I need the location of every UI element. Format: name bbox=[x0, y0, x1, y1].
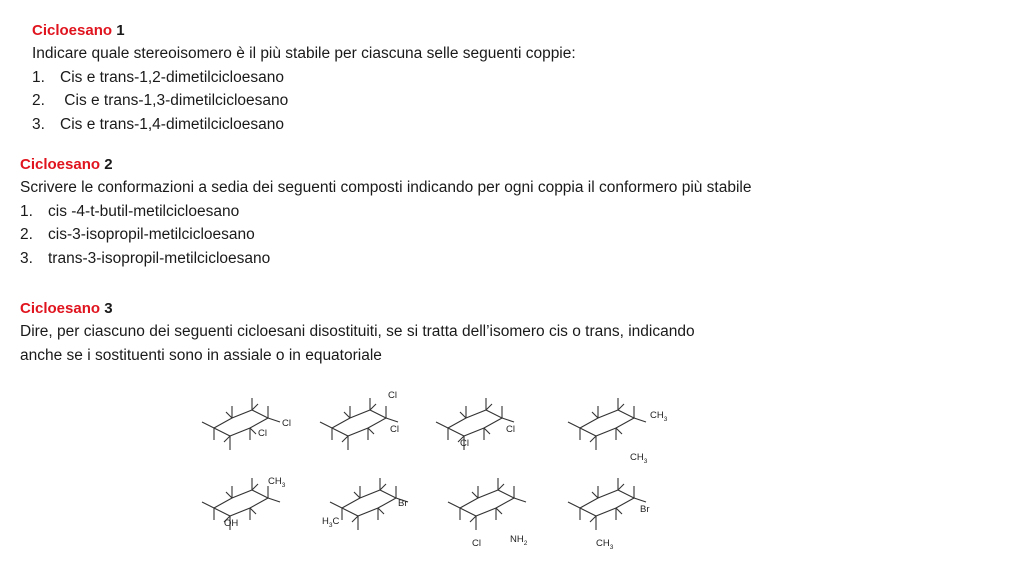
molecule-6 bbox=[322, 478, 408, 530]
substituent-label: $NH_2$ bbox=[510, 534, 528, 547]
exercise-2-title: Cicloesano 2 bbox=[20, 156, 113, 173]
list-item: 3. Cis e trans-1,4-dimetilcicloesano bbox=[32, 115, 284, 133]
molecule-2 bbox=[320, 390, 399, 450]
substituent-label: Cl bbox=[258, 428, 267, 439]
substituent-label: $CH_3$ bbox=[268, 476, 286, 489]
substituent-label: OH bbox=[224, 518, 239, 529]
exercise-3 bbox=[20, 298, 695, 367]
substituent-label: $CH_3$ bbox=[630, 452, 648, 465]
exercise-2 bbox=[20, 154, 752, 270]
substituent-label: Cl bbox=[460, 438, 469, 449]
molecule-3 bbox=[436, 398, 515, 450]
list-item: 2. cis-3-isopropil-metilcicloesano bbox=[20, 226, 255, 243]
cyclohexane-structures bbox=[196, 384, 696, 554]
exercise-1 bbox=[32, 20, 576, 136]
substituent-label: $CH_3$ bbox=[596, 538, 614, 551]
exercise-3-intro-line2: anche se i sostituenti sono in assiale o in equatoriale bbox=[20, 346, 382, 364]
substituent-label: $H_3C$ bbox=[322, 516, 340, 529]
list-item: 1. Cis e trans-1,2-dimetilcicloesano bbox=[32, 68, 284, 86]
list-item: 2. Cis e trans-1,3-dimetilcicloesano bbox=[32, 92, 289, 109]
exercise-1-title: Cicloesano 1 bbox=[32, 22, 125, 39]
substituent-label: Cl bbox=[472, 538, 481, 549]
molecule-5 bbox=[202, 476, 286, 530]
exercise-3-intro-line1: Dire, per ciascuno dei seguenti cicloesani disostituiti, se si tratta dell’isomero cis o trans, indicando bbox=[20, 323, 695, 340]
exercise-2-intro: Scrivere le conformazioni a sedia dei seguenti composti indicando per ogni coppia il conformero più stabile bbox=[20, 179, 752, 196]
list-item: 1. cis -4-t-butil-metilcicloesano bbox=[20, 202, 240, 220]
substituent-label: Br bbox=[398, 498, 408, 509]
molecule-1 bbox=[202, 398, 291, 450]
exercise-1-intro: Indicare quale stereoisomero è il più stabile per ciascuna selle seguenti coppie: bbox=[32, 45, 576, 62]
substituent-label: Cl bbox=[388, 390, 397, 401]
exercise-3-title: Cicloesano 3 bbox=[20, 300, 113, 317]
substituent-label: Cl bbox=[506, 424, 515, 435]
list-item: 3. trans-3-isopropil-metilcicloesano bbox=[20, 249, 271, 267]
molecule-4 bbox=[568, 398, 668, 465]
substituent-label: Br bbox=[640, 504, 650, 515]
substituent-label: Cl bbox=[282, 418, 291, 429]
molecule-7 bbox=[448, 478, 528, 549]
substituent-label: Cl bbox=[390, 424, 399, 435]
molecule-8 bbox=[568, 478, 650, 551]
substituent-label: $CH_3$ bbox=[650, 410, 668, 423]
